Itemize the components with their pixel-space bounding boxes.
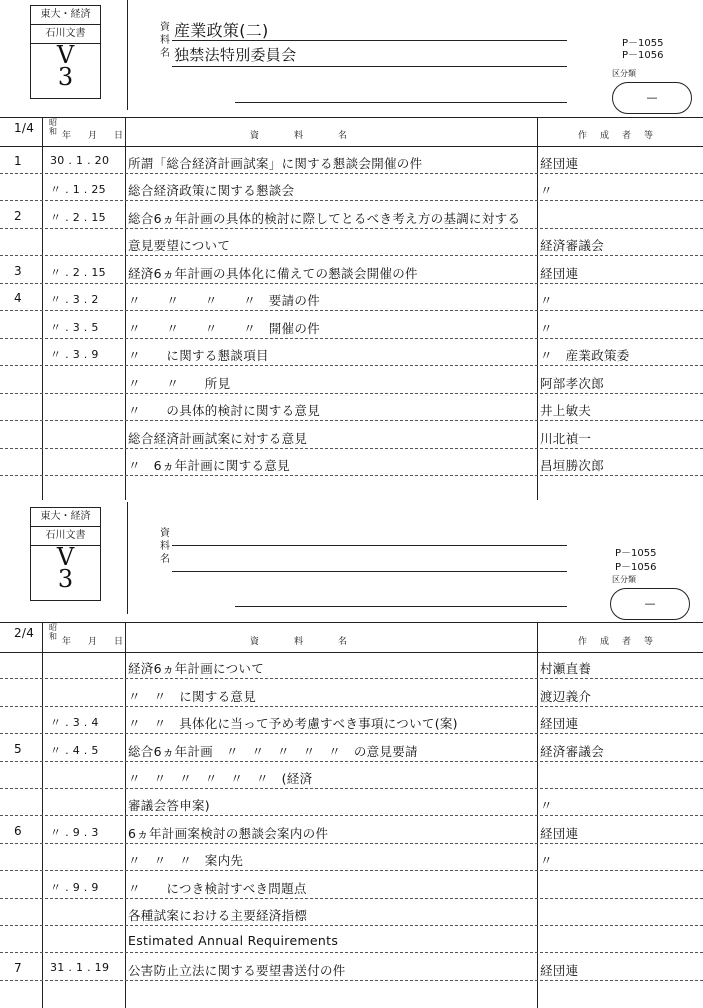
ymd-header: 年 月 日: [62, 637, 128, 647]
row-name: 総合経済計画試案に対する意見: [128, 430, 308, 446]
row-name: 総合6ヵ年計画 〃 〃 〃 〃 〃 の意見要請: [128, 743, 418, 759]
table-row: [0, 707, 703, 734]
code-1: P－1055: [615, 548, 657, 559]
row-name: 総合6ヵ年計画の具体的検討に際してとるべき考え方の基調に対する: [128, 210, 521, 226]
title-label-1: 資: [160, 22, 170, 33]
author-header: 作 成 者 等: [578, 131, 656, 141]
showa-label: 昭和: [49, 623, 57, 641]
table-row: [0, 146, 703, 174]
row-author: 〃: [540, 853, 553, 869]
row-author: 経団連: [540, 825, 579, 841]
table-row: [0, 394, 703, 422]
row-number: 4: [14, 291, 22, 305]
row-date: 〃 . 2 . 15: [50, 210, 106, 224]
row-date: 31 . 1 . 19: [50, 960, 110, 974]
stamp-org: 東大・経済: [31, 6, 100, 25]
row-author: 〃 産業政策委: [540, 348, 630, 363]
stamp-org: 東大・経済: [31, 508, 100, 527]
row-date: 〃 . 3 . 4: [50, 716, 99, 730]
row-author: 村瀬直養: [540, 661, 592, 677]
row-author: 〃: [540, 183, 553, 198]
row-author: 経団連: [540, 962, 579, 978]
row-name: 〃 に関する懇談項目: [128, 348, 269, 363]
ymd-header: 年 月 日: [62, 131, 128, 141]
title-label-2: 料: [160, 541, 170, 552]
header-divider: [127, 0, 128, 110]
table-row: [0, 284, 703, 312]
row-name: 経済6ヵ年計画の具体化に備えての懇談会開催の件: [128, 265, 418, 281]
row-author: 井上敏夫: [540, 403, 592, 418]
row-number: 6: [14, 823, 22, 838]
table-row: [0, 899, 703, 926]
table-row: [0, 789, 703, 816]
row-name: 〃 〃 〃 〃 開催の件: [128, 320, 321, 336]
table-row: [0, 652, 703, 679]
row-date: 〃 . 9 . 9: [50, 880, 99, 894]
table-row: [0, 366, 703, 394]
archive-stamp: [30, 5, 101, 99]
table-row: [0, 311, 703, 339]
class-value: —: [646, 91, 658, 104]
table-row: [0, 844, 703, 871]
row-author: 経団連: [540, 265, 579, 281]
row-number: 5: [14, 741, 22, 756]
stamp-unit: 石川文書: [31, 25, 100, 44]
row-name: 総合経済政策に関する懇談会: [128, 183, 295, 198]
row-name: 各種試案における主要経済指標: [128, 907, 308, 923]
row-name: Estimated Annual Requirements: [128, 933, 339, 949]
page-number: 1/4: [14, 121, 35, 135]
table-row: [0, 926, 703, 953]
title-line-1: 産業政策(二): [174, 21, 269, 40]
row-date: 〃 . 1 . 25: [50, 183, 106, 196]
table-row: [0, 256, 703, 284]
row-name: 審議会答申案): [128, 798, 210, 814]
table-row: [0, 762, 703, 789]
table-row: [0, 421, 703, 449]
title-label-1: 資: [160, 528, 170, 539]
row-name: 6ヵ年計画案検討の懇談会案内の件: [128, 825, 329, 841]
class-label: 区分類: [612, 575, 636, 584]
code-1: P－1055: [622, 38, 664, 49]
table-row: [0, 449, 703, 477]
row-name: 経済6ヵ年計画について: [128, 661, 265, 677]
row-author: 阿部孝次郎: [540, 375, 605, 391]
class-value: —: [644, 597, 656, 610]
row-name: 所謂「総合経済計画試案」に関する懇談会開催の件: [128, 155, 423, 171]
row-name: 〃 〃 〃 〃 要請の件: [128, 293, 321, 308]
table-row: [0, 229, 703, 257]
row-name: 〃 〃 具体化に当って予め考慮すべき事項について(案): [128, 716, 458, 732]
title-label-2: 料: [160, 35, 170, 46]
row-name: 〃 〃 に関する意見: [128, 688, 257, 704]
code-2: P－1056: [615, 562, 657, 573]
page-number: 2/4: [14, 626, 35, 640]
table-row: [0, 339, 703, 367]
row-date: 〃 . 9 . 3: [50, 825, 99, 839]
class-oval: [610, 588, 690, 620]
row-author: 渡辺義介: [540, 688, 592, 704]
table-row: [0, 871, 703, 898]
stamp-volume: V: [56, 41, 75, 69]
row-author: 経団連: [540, 716, 579, 732]
stamp-unit: 石川文書: [31, 527, 100, 546]
row-author: 〃: [540, 320, 553, 336]
table-row: [0, 816, 703, 843]
archive-stamp-2: [30, 507, 101, 601]
class-label: 区分類: [612, 69, 636, 78]
stamp-number: 3: [57, 63, 74, 91]
row-name: 〃 につき検討すべき問題点: [128, 880, 307, 896]
row-name: 〃 の具体的検討に関する意見: [128, 403, 321, 418]
title-line-2: 独禁法特別委員会: [174, 46, 297, 64]
row-number: 7: [14, 960, 22, 975]
row-date: 〃 . 3 . 2: [50, 293, 99, 306]
row-name: 公害防止立法に関する要望書送付の件: [128, 962, 346, 978]
row-date: 30 . 1 . 20: [50, 153, 110, 167]
showa-label: 昭和: [49, 118, 57, 136]
row-author: 〃: [540, 798, 553, 814]
row-date: 〃 . 2 . 15: [50, 265, 106, 279]
row-author: 昌垣勝次郎: [540, 458, 605, 473]
row-author: 経団連: [540, 155, 579, 171]
title-label-3: 名: [160, 48, 170, 59]
table-row: [0, 201, 703, 229]
stamp-number: 3: [57, 565, 74, 593]
row-name: 〃 〃 〃 案内先: [128, 853, 244, 869]
row-name: 意見要望について: [128, 238, 231, 253]
row-name: 〃 〃 所見: [128, 375, 231, 391]
title-label-3: 名: [160, 554, 170, 565]
row-name: 〃 6ヵ年計画に関する意見: [128, 458, 290, 473]
row-author: 経済審議会: [540, 743, 605, 759]
table-row: [0, 174, 703, 202]
stamp-volume: V: [56, 543, 75, 571]
row-number: 1: [14, 153, 22, 168]
row-date: 〃 . 3 . 5: [50, 320, 99, 334]
row-date: 〃 . 3 . 9: [50, 348, 99, 361]
table-row: [0, 734, 703, 761]
row-author: 川北禎一: [540, 430, 592, 446]
class-oval: [612, 82, 692, 114]
row-author: 経済審議会: [540, 238, 605, 253]
row-name: 〃 〃 〃 〃 〃 〃 (経済: [128, 770, 313, 786]
table-row: [0, 679, 703, 706]
name-header: 資 料 名: [250, 637, 350, 647]
row-number: 3: [14, 263, 22, 278]
row-number: 2: [14, 208, 22, 223]
row-rule: [0, 475, 703, 476]
table-row: [0, 953, 703, 980]
row-date: 〃 . 4 . 5: [50, 743, 99, 757]
name-header: 資 料 名: [250, 131, 350, 141]
author-header: 作 成 者 等: [578, 637, 656, 647]
code-2: P－1056: [622, 50, 664, 61]
row-author: 〃: [540, 293, 553, 308]
row-rule: [0, 980, 703, 981]
